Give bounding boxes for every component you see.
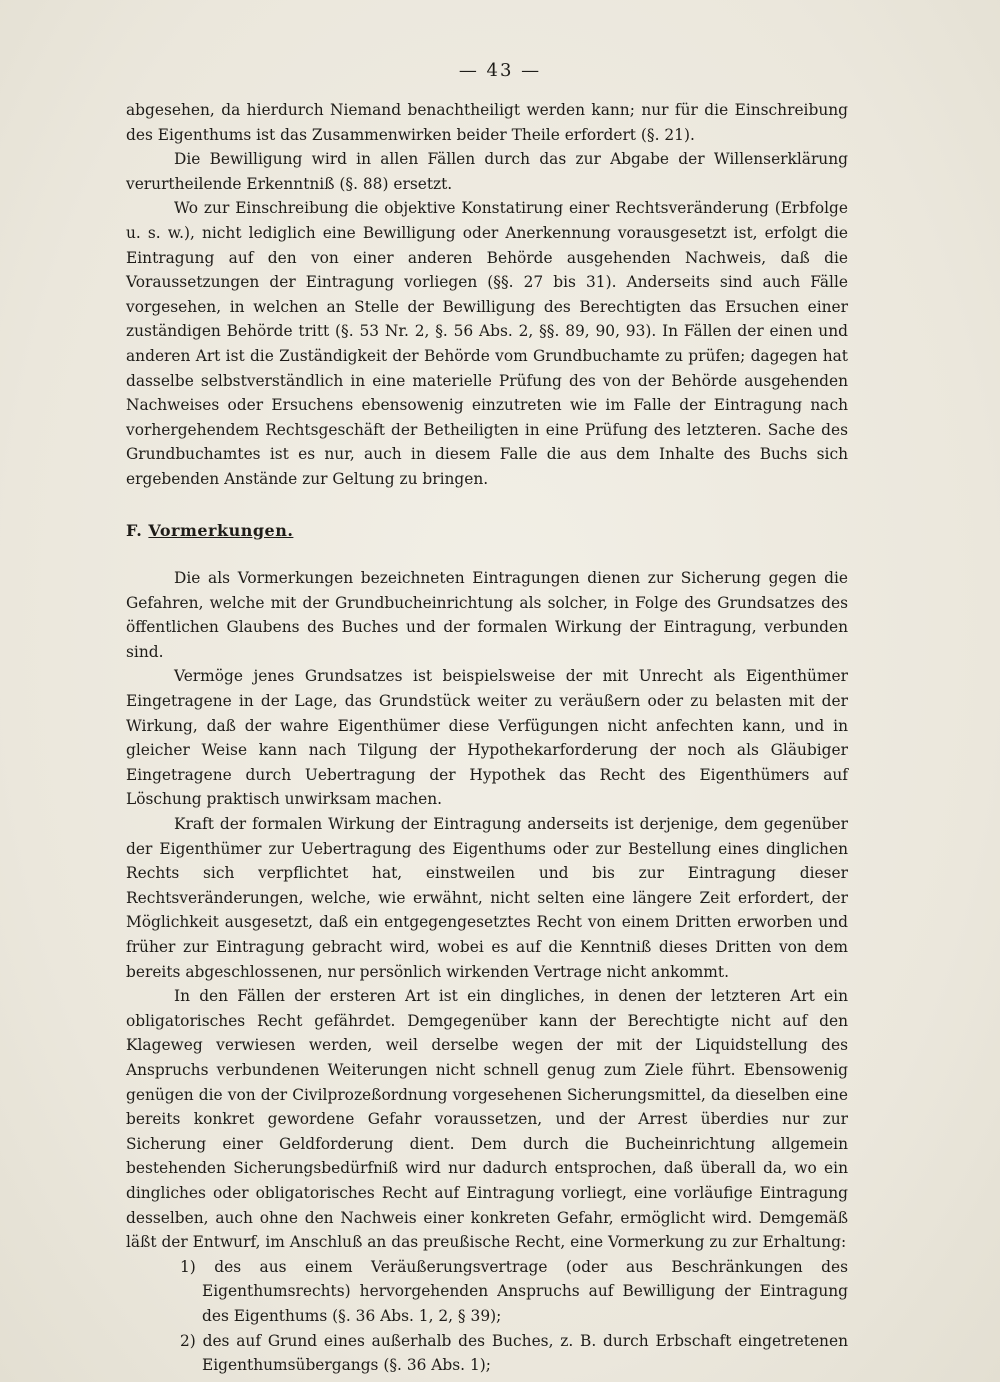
section-heading-title: Vormerkungen.: [148, 520, 294, 540]
page-number: — 43 —: [458, 60, 542, 81]
body-text: [126, 98, 848, 1378]
paragraph: abgesehen, da hierdurch Niemand benachtheiligt werden kann; nur für die Einschreibung des Eigenthums ist das Zusammenwirken beider Theile erfordert (§. 21).: [126, 101, 848, 144]
paragraph: Vermöge jenes Grundsatzes ist beispielsweise der mit Unrecht als Eigenthümer Eingetragene in der Lage, das Grundstück weiter zu veräußern oder zu belasten mit der Wirkung, daß der wahre Eigenthümer diese Verfügungen nicht anfechten kann, und in gleicher Weise kann nach Tilgung der Hypothekarforderung der noch als Gläubiger Eingetragene durch Uebertragung der Hypothek das Recht des Eigenthümers auf Löschung praktisch unwirksam machen.: [126, 667, 848, 809]
paragraph: Wo zur Einschreibung die objektive Konstatirung einer Rechtsveränderung (Erbfolge u. s. w.), nicht lediglich eine Bewilligung oder Anerkennung vorausgesetzt ist, erfolgt die Eintragung auf den von einer anderen Behörde ausgehenden Nachweis, daß die Voraussetzungen der Eintragung vorliegen (§§. 27 bis 31). Anderseits sind auch Fälle vorgesehen, in welchen an Stelle der Bewilligung des Berechtigten das Ersuchen einer zuständigen Behörde tritt (§. 53 Nr. 2, §. 56 Abs. 2, §§. 89, 90, 93). In Fällen der einen und anderen Art ist die Zuständigkeit der Behörde vom Grundbuchamte zu prüfen; dagegen hat dasselbe selbstverständlich in eine materielle Prüfung des von der Behörde ausgehenden Nachweises oder Ersuchens ebensowenig einzutreten wie im Falle der Eintragung nach vorhergehendem Rechtsgeschäft der Betheiligten in eine Prüfung des letzteren. Sache des Grundbuchamtes ist es nur, auch in diesem Falle die aus dem Inhalte des Buchs sich ergebenden Anstände zur Geltung zu bringen.: [126, 199, 848, 488]
paragraph: Die als Vormerkungen bezeichneten Eintragungen dienen zur Sicherung gegen die Gefahren, welche mit der Grundbucheinrichtung als solcher, in Folge des Grundsatzes des öffentlichen Glaubens des Buches und der formalen Wirkung der Eintragung, verbunden sind.: [126, 569, 848, 661]
section-heading: [126, 519, 848, 544]
list-item: 1) des aus einem Veräußerungsvertrage (oder aus Beschränkungen des Eigenthumsrechts) hervorgehenden Anspruchs auf Bewilligung der Eintragung des Eigenthums (§. 36 Abs. 1, 2, § 39);: [180, 1257, 848, 1325]
paragraph: In den Fällen der ersteren Art ist ein dingliches, in denen der letzteren Art ein obligatorisches Recht gefährdet. Demgegenüber kann der Berechtigte nicht auf den Klageweg verwiesen werden, weil derselbe wegen der mit der Liquidstellung des Anspruchs verbundenen Weiterungen nicht schnell genug zum Ziele führt. Ebensowenig genügen die von der Civilprozeßordnung vorgesehenen Sicherungsmittel, da dieselben eine bereits konkret gewordene Gefahr voraussetzen, und der Arrest überdies nur zur Sicherung einer Geldforderung dient. Dem durch die Bucheinrichtung allgemein bestehenden Sicherungsbedürfniß wird nur dadurch entsprochen, daß überall da, wo ein dingliches oder obligatorisches Recht auf Eintragung vorliegt, eine vorläufige Eintragung desselben, auch ohne den Nachweis einer konkreten Gefahr, ermöglicht wird. Demgemäß läßt der Entwurf, im Anschluß an das preußische Recht, eine Vormerkung zu zur Erhaltung:: [126, 987, 848, 1252]
list-item: 2) des auf Grund eines außerhalb des Buches, z. B. durch Erbschaft eingetretenen Eigenthumsübergangs (§. 36 Abs. 1);: [180, 1331, 848, 1375]
paragraph: Die Bewilligung wird in allen Fällen durch das zur Abgabe der Willenserklärung verurtheilende Erkenntniß (§. 88) ersetzt.: [126, 150, 848, 193]
paragraph: Kraft der formalen Wirkung der Eintragung anderseits ist derjenige, dem gegenüber der Eigenthümer zur Uebertragung des Eigenthums oder zur Bestellung eines dinglichen Rechts sich verpflichtet hat, einstweilen und bis zur Eintragung dieser Rechtsveränderungen, welche, wie erwähnt, nicht selten eine längere Zeit erfordert, der Möglichkeit ausgesetzt, daß ein entgegengesetztes Recht von einem Dritten erworben und früher zur Eintragung gebracht wird, wobei es auf die Kenntniß dieses Dritten von dem bereits abgeschlossenen, nur persönlich wirkenden Vertrage nicht ankommt.: [126, 815, 848, 981]
section-heading-prefix: F.: [126, 520, 149, 540]
